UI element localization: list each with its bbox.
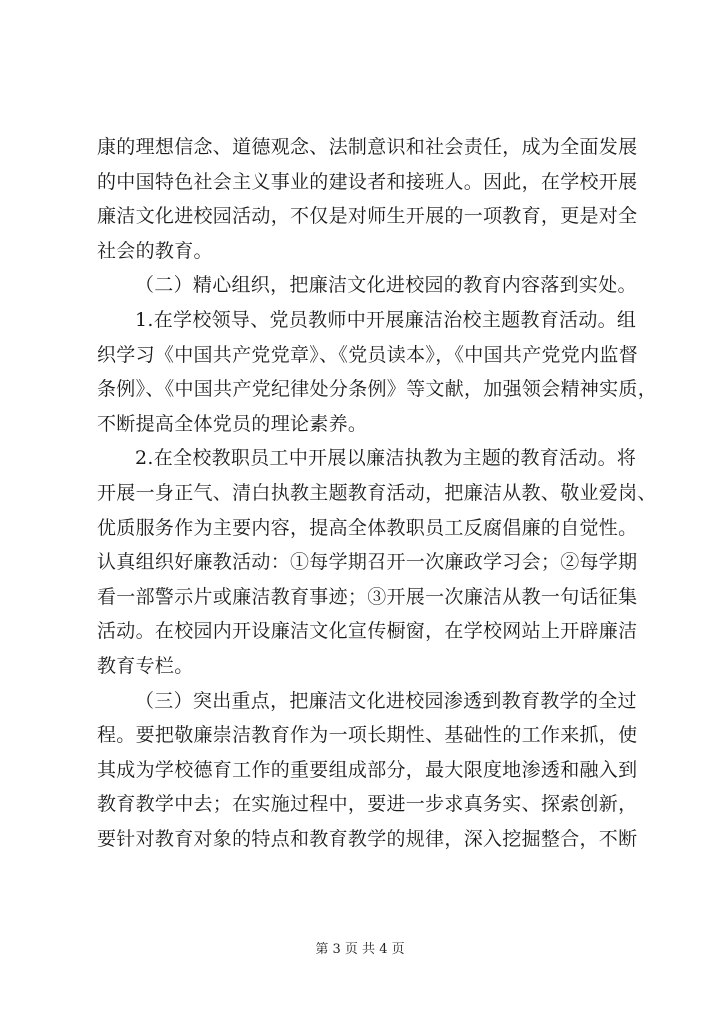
text-line: 教育专栏。 — [97, 654, 194, 677]
text-line: 认真组织好廉教活动：①每学期召开一次廉政学习会；②每学期 — [97, 551, 638, 574]
text-line: 2.在全校教职员工中开展以廉洁执教为主题的教育活动。将 — [135, 447, 637, 470]
text-line: 廉洁文化进校园活动，不仅是对师生开展的一项教育，更是对全 — [97, 205, 638, 228]
text-line: 活动。在校园内开设廉洁文化宣传橱窗，在学校网站上开辟廉洁 — [97, 620, 638, 643]
section-heading-3: （三）突出重点，把廉洁文化进校园渗透到教育教学的全过 — [135, 689, 637, 712]
text-line: 社会的教育。 — [97, 239, 213, 262]
text-line: 的中国特色社会主义事业的建设者和接班人。因此，在学校开展 — [97, 170, 638, 193]
body-text — [97, 130, 658, 856]
text-line: 织学习《中国共产党党章》、《党员读本》，《中国共产党党内监督 — [97, 343, 639, 366]
text-line: 要针对教育对象的特点和教育教学的规律，深入挖掘整合，不断 — [97, 827, 638, 850]
text-line: 1.在学校领导、党员教师中开展廉洁治校主题教育活动。组 — [135, 308, 637, 331]
text-line: 优质服务作为主要内容，提高全体教职员工反腐倡廉的自觉性。 — [97, 516, 638, 539]
text-line: 开展一身正气、清白执教主题教育活动，把廉洁从教、敬业爱岗、 — [97, 481, 657, 504]
text-line: 看一部警示片或廉洁教育事迹；③开展一次廉洁从教一句话征集 — [97, 585, 638, 608]
text-line: 康的理想信念、道德观念、法制意识和社会责任，成为全面发展 — [97, 136, 638, 158]
text-line: 其成为学校德育工作的重要组成部分，最大限度地渗透和融入到 — [97, 758, 638, 781]
text-line: 条例》、《中国共产党纪律处分条例》等文献，加强领会精神实质， — [97, 378, 658, 401]
section-heading-2: （二）精心组织，把廉洁文化进校园的教育内容落到实处。 — [135, 274, 637, 297]
text-line: 教育教学中去；在实施过程中，要进一步求真务实、探索创新， — [97, 793, 638, 816]
page-number-footer: 第 3 页 共 4 页 — [315, 942, 405, 957]
text-line: 不断提高全体党员的理论素养。 — [97, 412, 368, 435]
text-line: 程。要把敬廉崇洁教育作为一项长期性、基础性的工作来抓，使 — [97, 724, 638, 747]
